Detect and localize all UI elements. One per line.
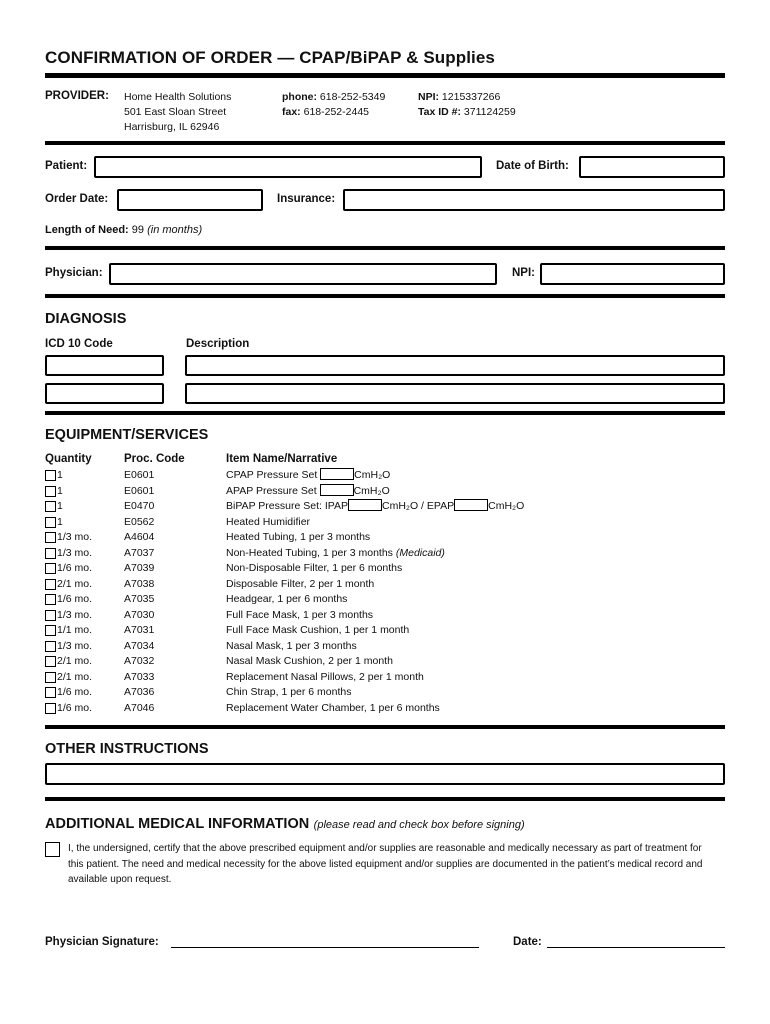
length-of-need-unit: (in months) (147, 224, 203, 236)
provider-address (124, 90, 231, 135)
item-name (226, 530, 370, 545)
pressure-input[interactable] (348, 499, 382, 511)
proc-code: E0601 (124, 484, 155, 497)
divider (45, 141, 725, 145)
proc-code: A7036 (124, 686, 155, 698)
quantity-checkbox[interactable] (45, 517, 56, 528)
proc-code: E0470 (124, 500, 155, 512)
quantity-value: 1 (57, 484, 63, 497)
item-name (226, 515, 310, 530)
quantity-value: 1/3 mo. (57, 546, 93, 559)
quantity-checkbox[interactable] (45, 532, 56, 543)
divider (45, 73, 725, 78)
page-title: CONFIRMATION OF ORDER — CPAP/BiPAP & Supplies (45, 48, 495, 67)
item-name-text: Heated Tubing, 1 per 3 months (226, 531, 371, 543)
quantity-checkbox[interactable] (45, 672, 56, 683)
proc-code: A7035 (124, 593, 155, 605)
item-name (226, 623, 409, 638)
quantity-value: 2/1 mo. (57, 670, 93, 683)
quantity-value: 2/1 mo. (57, 577, 93, 590)
description-field[interactable] (185, 383, 725, 404)
proc-code: A7034 (124, 639, 155, 652)
item-name (226, 592, 347, 607)
item-name-text: Heated Humidifier (226, 515, 311, 528)
quantity-value: 1/6 mo. (57, 593, 93, 605)
item-name-text: Nasal Mask Cushion, 2 per 1 month (226, 655, 393, 667)
quantity-value: 1/6 mo. (57, 701, 93, 714)
item-name (226, 701, 440, 716)
quantity-value: 1 (57, 515, 63, 528)
item-name-header: Item Name/Narrative (226, 453, 338, 465)
item-name (226, 670, 424, 685)
divider (45, 294, 725, 298)
additional-heading-row (45, 815, 525, 833)
item-name (226, 546, 445, 561)
physician-npi-label: NPI: (512, 267, 535, 279)
additional-subheading: (please read and check box before signing) (313, 819, 525, 831)
quantity-checkbox[interactable] (45, 548, 56, 559)
unit-label: CmH₂O (353, 484, 390, 497)
provider-label: PROVIDER: (45, 90, 109, 102)
quantity-checkbox[interactable] (45, 563, 56, 574)
item-name-text: Chin Strap, 1 per 6 months (226, 686, 352, 698)
certification-text: I, the undersigned, certify that the above prescribed equipment and/or supplies are reasonable and medically necessary as part of treatment for this patient. The need and medical necessity for the above listed equipment and/or supplies are documented in the patient’s medical record and available upon request. (68, 843, 703, 885)
patient-field[interactable] (94, 156, 482, 178)
order-date-label: Order Date: (45, 193, 109, 205)
item-name (226, 685, 351, 700)
item-name (226, 608, 373, 623)
icd-code-field[interactable] (45, 355, 164, 376)
item-name (226, 654, 393, 669)
description-field[interactable] (185, 355, 725, 376)
quantity-checkbox[interactable] (45, 486, 56, 497)
quantity-value: 1/3 mo. (57, 639, 93, 652)
icd-code-field[interactable] (45, 383, 164, 404)
other-instructions-heading: OTHER INSTRUCTIONS (45, 741, 209, 757)
proc-code: A7037 (124, 546, 155, 559)
quantity-checkbox[interactable] (45, 594, 56, 605)
quantity-value: 1 (57, 500, 63, 512)
pressure-input[interactable] (320, 484, 354, 496)
proc-code: A4604 (124, 531, 155, 543)
provider-ids (418, 90, 516, 120)
length-of-need (45, 224, 202, 236)
proc-code: A7038 (124, 577, 155, 590)
phone-value: 618-252-5349 (319, 91, 386, 103)
unit-label: CmH₂O (381, 500, 419, 512)
insurance-field[interactable] (343, 189, 725, 211)
quantity-value: 1/1 mo. (57, 624, 93, 636)
quantity-value: 1/6 mo. (57, 686, 93, 698)
insurance-label: Insurance: (277, 193, 336, 205)
quantity-checkbox[interactable] (45, 579, 56, 590)
provider-contact (282, 90, 385, 120)
divider (45, 725, 725, 729)
dob-label: Date of Birth: (496, 160, 569, 172)
quantity-checkbox[interactable] (45, 470, 56, 481)
proc-code: A7033 (124, 670, 155, 683)
diagnosis-heading: DIAGNOSIS (45, 311, 127, 327)
proc-code: A7039 (124, 562, 155, 574)
equipment-heading: EQUIPMENT/SERVICES (45, 427, 209, 443)
quantity-value: 1 (57, 469, 63, 481)
taxid-label: Tax ID #: (418, 106, 461, 118)
length-of-need-label: Length of Need: (45, 224, 129, 236)
quantity-checkbox[interactable] (45, 625, 56, 636)
item-name-text: CPAP Pressure Set (226, 469, 318, 481)
item-name-text: Replacement Water Chamber, 1 per 6 months (226, 701, 440, 714)
item-name-text: Full Face Mask Cushion, 1 per 1 month (226, 624, 410, 636)
description-header: Description (186, 338, 250, 350)
item-name-text: Non-Heated Tubing, 1 per 3 months (226, 546, 393, 559)
item-name (226, 639, 357, 654)
item-name-text: APAP Pressure Set (226, 484, 317, 497)
length-of-need-value: 99 (131, 224, 145, 236)
physician-signature-line[interactable] (171, 947, 479, 948)
proc-code: A7032 (124, 655, 155, 667)
pressure-input[interactable] (454, 499, 488, 511)
item-name-text: Replacement Nasal Pillows, 2 per 1 month (226, 670, 424, 683)
date-label: Date: (513, 936, 542, 948)
item-name-text: Nasal Mask, 1 per 3 months (226, 639, 357, 652)
patient-label: Patient: (45, 160, 88, 172)
divider (45, 411, 725, 415)
item-name (226, 577, 374, 592)
other-instructions-field[interactable] (45, 763, 725, 785)
item-name (226, 484, 390, 499)
additional-heading: ADDITIONAL MEDICAL INFORMATION (45, 816, 310, 832)
quantity-checkbox[interactable] (45, 703, 56, 714)
physician-field[interactable] (109, 263, 497, 285)
quantity-checkbox[interactable] (45, 641, 56, 652)
physician-signature-label: Physician Signature: (45, 936, 159, 948)
quantity-checkbox[interactable] (45, 610, 56, 621)
date-signature-line[interactable] (547, 947, 725, 948)
proc-code: A7030 (124, 608, 155, 621)
quantity-value: 1/6 mo. (57, 562, 93, 574)
item-name-text: Non-Disposable Filter, 1 per 6 months (226, 562, 403, 574)
item-name (226, 561, 402, 576)
proc-code: A7031 (124, 624, 155, 636)
item-name: BiPAP Pressure Set: IPAP CmH₂O / EPAP CmH₂O (226, 500, 525, 512)
provider-address-line1: 501 East Sloan Street (124, 106, 227, 118)
quantity-checkbox[interactable] (45, 656, 56, 667)
provider-name: Home Health Solutions (124, 91, 232, 103)
item-note: (Medicaid) (395, 546, 445, 559)
unit-label: CmH₂O (354, 469, 391, 481)
item-name (226, 468, 390, 483)
divider (45, 246, 725, 250)
provider-npi-value: 1215337266 (441, 91, 501, 103)
quantity-value: 2/1 mo. (57, 655, 93, 667)
quantity-header: Quantity (45, 453, 92, 465)
order-date-field[interactable] (117, 189, 263, 211)
proc-code-header: Proc. Code (124, 453, 185, 465)
proc-code: E0562 (124, 515, 155, 528)
item-name-text: Disposable Filter, 2 per 1 month (226, 577, 375, 590)
provider-npi-label: NPI: (418, 91, 439, 103)
physician-npi-field[interactable] (540, 263, 725, 285)
quantity-checkbox[interactable] (45, 501, 56, 512)
epap-label: EPAP (426, 500, 455, 512)
proc-code: A7046 (124, 701, 155, 714)
certification-checkbox[interactable] (45, 842, 60, 857)
item-name-text: Full Face Mask, 1 per 3 months (226, 608, 374, 621)
taxid-value: 371124259 (463, 106, 516, 118)
quantity-checkbox[interactable] (45, 687, 56, 698)
item-name-text: Headgear, 1 per 6 months (226, 593, 348, 605)
pressure-input[interactable] (320, 468, 354, 480)
unit-label: CmH₂O (488, 500, 525, 512)
item-name-text: BiPAP Pressure Set: (226, 500, 322, 512)
divider (45, 797, 725, 801)
fax-value: 618-252-2445 (303, 106, 369, 118)
phone-label: phone: (282, 91, 317, 103)
provider-address-line2: Harrisburg, IL 62946 (124, 121, 220, 133)
proc-code: E0601 (124, 469, 155, 481)
quantity-value: 1/3 mo. (57, 608, 93, 621)
icd-code-header: ICD 10 Code (45, 338, 113, 350)
dob-field[interactable] (579, 156, 725, 178)
quantity-value: 1/3 mo. (57, 531, 93, 543)
physician-label: Physician: (45, 267, 103, 279)
fax-label: fax: (282, 106, 301, 118)
ipap-label: IPAP (324, 500, 348, 512)
